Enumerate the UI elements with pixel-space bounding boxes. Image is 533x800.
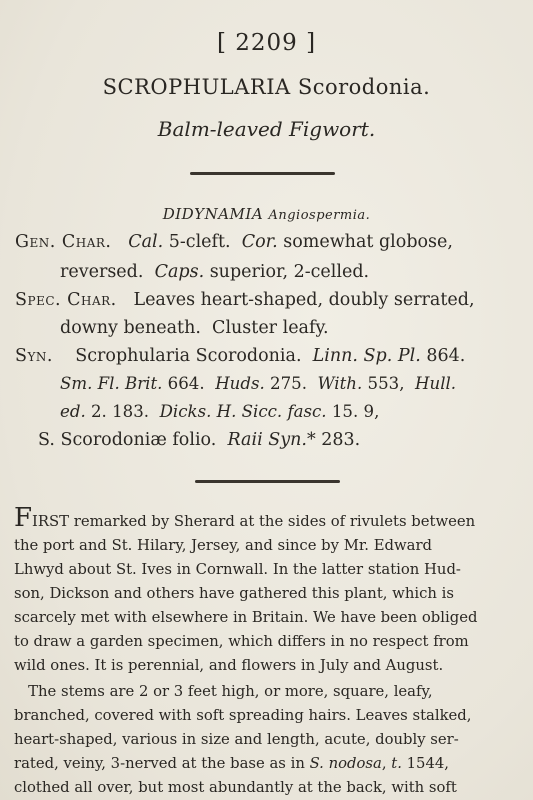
text-run: Cor. [241,232,278,252]
divider-rule [190,172,335,175]
text-run: reversed. [60,262,155,282]
text-run: * 283. [306,430,361,450]
gen-char-line-2 [60,262,369,282]
description-line: branched, covered with soft spreading hairs. Leaves stalked, [14,707,472,724]
description-line: to draw a garden specimen, which differs in no respect from [14,633,469,650]
gen-char-line-1 [15,232,453,252]
syn-line-3 [60,402,379,421]
text-run: Scrophularia Scorodonia. [75,346,313,366]
order-name: Angiospermia. [268,208,371,223]
plate-number: [ 2209 ] [216,30,317,56]
text-run: ed. [60,402,86,421]
description-line: wild ones. It is perennial, and flowers in July and August. [14,657,444,674]
genus-title: SCROPHULARIA Scorodonia. [102,75,431,99]
text-run: 15. 9, [326,402,380,421]
text-run: 664. [162,374,216,393]
description-line: the port and St. Hilary, Jersey, and since by Mr. Edward [14,537,433,554]
text-run: superior, 2-celled. [204,262,370,282]
description-line: scarcely met with elsewhere in Britain. We have been obliged [14,609,478,626]
syn-label: Syn. [15,346,53,366]
text-run: Raii Syn. [227,430,307,450]
text-run: Dicks. H. Sicc. fasc. [159,402,327,421]
text-run: 275. [264,374,318,393]
description-line: The stems are 2 or 3 feet high, or more, square, leafy, [14,683,433,700]
text-run: 864. [420,346,466,366]
text-run: Hull. [415,374,457,393]
divider-rule [195,480,340,483]
text-run: IRST remarked by Sherard at the sides of rivulets between [32,513,476,530]
text-run: With. [317,374,363,393]
description-line: heart-shaped, various in size and length, acute, doubly ser- [14,731,459,748]
drop-cap: F [14,503,33,533]
description-line: Lhwyd about St. Ives in Cornwall. In the latter station Hud- [14,561,461,578]
text-run: S. nodosa [309,755,382,772]
classification [0,205,533,223]
text-run: rated, veiny, 3-nerved at the base as in [14,755,310,772]
syn-line-2 [60,374,456,393]
description-line: clothed all over, but most abundantly at the back, with soft [14,779,457,796]
text-run: somewhat globose, [277,232,453,252]
text-run: Linn. Sp. Pl. [312,346,421,366]
spec-char-line-2 [60,318,329,338]
text-run: downy beneath. Cluster leafy. [60,318,329,338]
text-run: 5-cleft. [163,232,242,252]
text-run: 2. 183. [85,402,160,421]
text-run: Huds. [215,374,265,393]
text-run: Cal. [128,232,164,252]
gen-char-label: Gen. Char. [15,232,112,252]
text-run: , [381,755,392,772]
text-run: 1544, [401,755,449,772]
description-line-1 [14,503,475,533]
text-run: Caps. [154,262,205,282]
common-name: Balm-leaved Figwort. [157,117,376,141]
description-line-11 [14,755,449,772]
spec-char-label: Spec. Char. [15,290,117,310]
text-run: S. Scorodoniæ folio. [38,430,228,450]
syn-line-1 [15,346,465,366]
text-run: Sm. Fl. Brit. [60,374,163,393]
class-name: DIDYNAMIA [162,205,264,223]
description-line: son, Dickson and others have gathered this plant, which is [14,585,454,602]
syn-line-4 [38,430,360,450]
spec-char-line-1 [15,290,475,310]
text-run: t. [391,755,402,772]
text-run: 553, [362,374,416,393]
text-run: Leaves heart-shaped, doubly serrated, [133,290,475,310]
